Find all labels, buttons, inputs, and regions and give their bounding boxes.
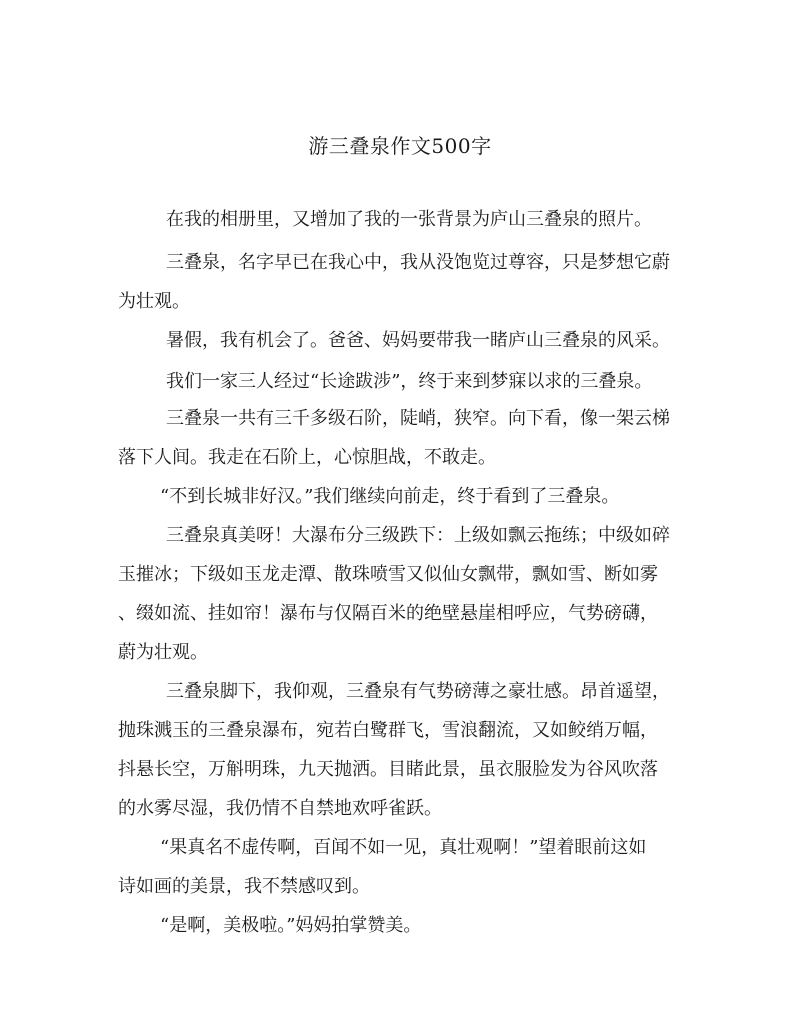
text-line: 玉摧冰；下级如玉龙走潭、散珠喷雪又似仙女飘带，飘如雪、断如雾 bbox=[118, 564, 658, 585]
text-line: 我们一家三人经过“长途跋涉”，终于来到梦寐以求的三叠泉。 bbox=[166, 371, 653, 392]
text-line: “不到长城非好汉。”我们继续向前走，终于看到了三叠泉。 bbox=[160, 486, 620, 507]
text-line: 三叠泉一共有三千多级石阶，陡峭，狭窄。向下看，像一架云梯 bbox=[166, 408, 670, 429]
text-line: “是啊，美极啦。”妈妈拍掌赞美。 bbox=[160, 915, 422, 936]
document-title: 游三叠泉作文500字 bbox=[308, 134, 492, 158]
text-line: 抖悬长空，万斛明珠，九天抛洒。目睹此景，虽衣服脸发为谷风吹落 bbox=[118, 759, 658, 780]
text-line: 的水雾尽湿，我仍情不自禁地欢呼雀跃。 bbox=[118, 798, 442, 819]
text-line: “果真名不虚传啊，百闻不如一见，真壮观啊！”望着眼前这如 bbox=[160, 837, 647, 858]
text-line: 暑假，我有机会了。爸爸、妈妈要带我一睹庐山三叠泉的风采。 bbox=[166, 330, 670, 351]
text-line: 蔚为壮观。 bbox=[118, 642, 208, 663]
text-line: 为壮观。 bbox=[118, 291, 190, 312]
text-line: 三叠泉，名字早已在我心中，我从没饱览过尊容，只是梦想它蔚 bbox=[166, 252, 670, 273]
text-line: 诗如画的美景，我不禁感叹到。 bbox=[118, 876, 370, 897]
text-line: 三叠泉真美呀！大瀑布分三级跌下：上级如飘云拖练；中级如碎 bbox=[166, 525, 670, 546]
text-line: 在我的相册里，又增加了我的一张背景为庐山三叠泉的照片。 bbox=[166, 209, 652, 230]
text-line: 抛珠溅玉的三叠泉瀑布，宛若白鹭群飞，雪浪翻流，又如鲛绡万幅， bbox=[118, 720, 658, 741]
text-line: 落下人间。我走在石阶上，心惊胆战，不敢走。 bbox=[118, 447, 496, 468]
text-line: 、缀如流、挂如帘！瀑布与仅隔百米的绝壁悬崖相呼应，气势磅礴， bbox=[118, 603, 658, 624]
text-line: 三叠泉脚下，我仰观，三叠泉有气势磅薄之豪壮感。昂首遥望， bbox=[166, 681, 670, 702]
